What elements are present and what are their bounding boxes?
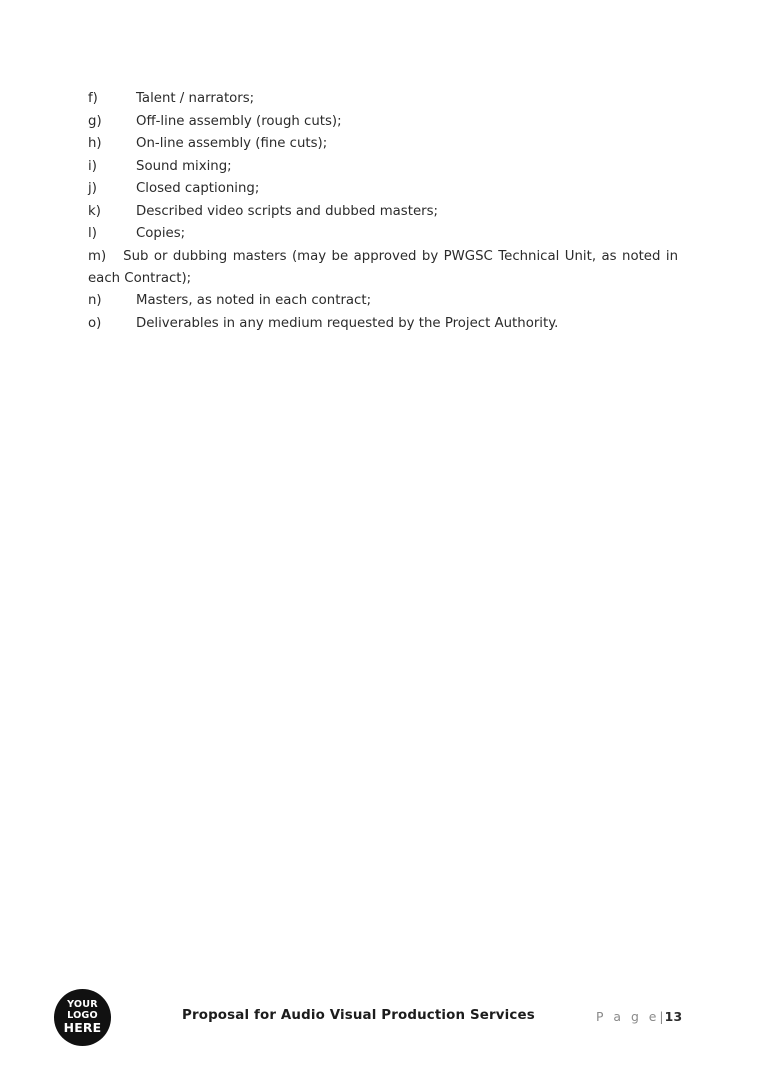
page-separator: | xyxy=(659,1009,665,1024)
list-item-marker: l) xyxy=(88,226,97,241)
list-item xyxy=(88,201,678,223)
list-item-marker: j) xyxy=(88,181,97,196)
list-item xyxy=(88,290,678,312)
list-item-text: Closed captioning; xyxy=(136,181,260,196)
logo-placeholder xyxy=(54,989,111,1046)
list-item-marker: o) xyxy=(88,315,102,331)
clause-list xyxy=(88,88,678,335)
page-number xyxy=(596,1009,682,1024)
list-item-marker: f) xyxy=(88,91,98,106)
list-item-text: Copies; xyxy=(136,226,186,241)
footer-title: Proposal for Audio Visual Production Services xyxy=(182,1008,535,1023)
list-item xyxy=(88,223,678,245)
logo-line-2: LOGO xyxy=(67,1010,98,1022)
list-item xyxy=(88,246,678,290)
list-item-text: On-line assembly (fine cuts); xyxy=(136,136,328,151)
list-item-text: Off-line assembly (rough cuts); xyxy=(136,113,342,129)
logo-line-3: HERE xyxy=(63,1020,102,1036)
list-item xyxy=(88,156,678,178)
list-item-marker: h) xyxy=(88,136,102,151)
list-item-marker: n) xyxy=(88,293,102,308)
list-item-text: Sub or dubbing masters (may be approved by PWGSC Technical Unit, as noted in each Contract); xyxy=(88,248,678,286)
list-item xyxy=(88,133,678,155)
list-item-text: Described video scripts and dubbed masters; xyxy=(136,203,438,219)
list-item-text: Sound mixing; xyxy=(136,158,232,174)
logo-line-1: YOUR xyxy=(67,999,98,1011)
page-label: P a g e xyxy=(596,1009,660,1024)
list-item xyxy=(88,178,678,200)
page-number-value: 13 xyxy=(664,1009,683,1024)
list-item-text: Masters, as noted in each contract; xyxy=(136,293,372,308)
list-item xyxy=(88,111,678,133)
page-footer xyxy=(0,978,768,1086)
list-item-text: Talent / narrators; xyxy=(136,91,255,106)
list-item xyxy=(88,88,678,110)
list-item-marker: g) xyxy=(88,113,102,129)
list-item-marker: i) xyxy=(88,158,97,174)
list-item-text: Deliverables in any medium requested by the Project Authority. xyxy=(136,315,559,331)
list-item-marker: k) xyxy=(88,203,101,219)
list-item-marker: m) xyxy=(88,248,107,264)
list-item xyxy=(88,313,678,335)
